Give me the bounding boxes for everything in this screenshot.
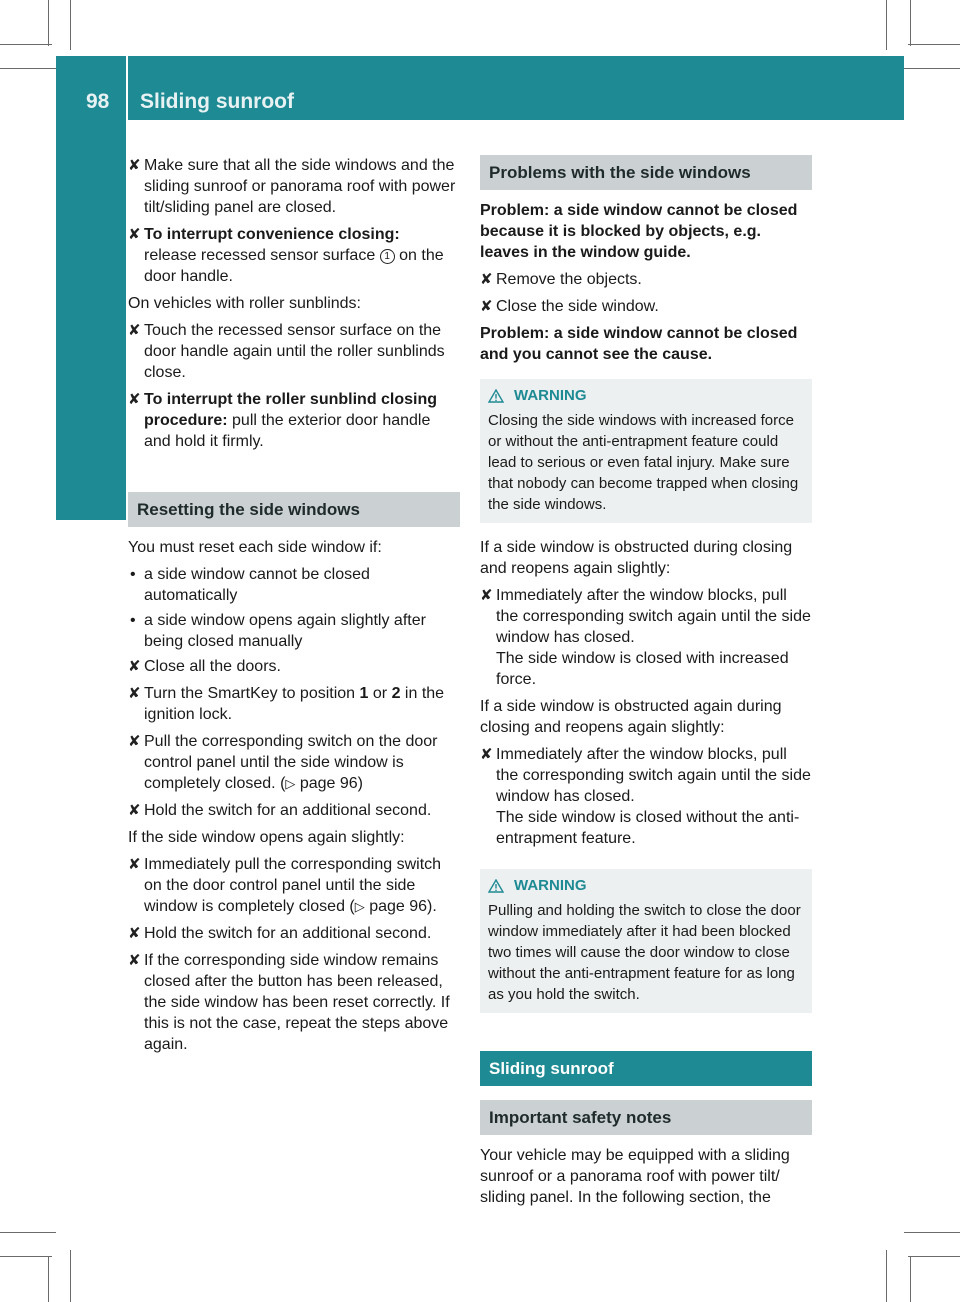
bullet-icon: • — [130, 612, 136, 629]
crop-mark — [48, 1256, 49, 1302]
header-divider — [126, 56, 128, 120]
warning-box — [480, 869, 812, 1013]
page-ref-icon: ▷ — [354, 899, 365, 914]
page-number: 98 — [86, 90, 110, 113]
paragraph: If a side window is obstructed again during closing and reopens again slightly: — [480, 698, 782, 736]
arrow-icon: ✘ — [480, 298, 493, 315]
step-text: Immediately pull the corresponding switch on the door control panel until the side window is completely closed ( — [144, 856, 442, 915]
warning-title: WARNING — [514, 877, 587, 894]
crop-mark — [0, 44, 52, 45]
bullet-text: a side window cannot be closed automatically — [144, 566, 370, 604]
arrow-icon: ✘ — [128, 157, 141, 174]
crop-mark — [910, 1256, 911, 1302]
step-text: pull the exterior door handle and hold it firmly. — [144, 412, 431, 450]
step-text: Hold the switch for an additional second. — [144, 802, 432, 819]
step-bold: To interrupt the roller sunblind closing procedure: — [144, 391, 438, 429]
arrow-icon: ✘ — [128, 733, 141, 750]
step-text: Make sure that all the side windows and the sliding sunroof or panorama roof with power tilt/sliding panel are closed. — [144, 157, 456, 216]
chapter-heading: Sliding sunroof — [480, 1051, 812, 1086]
crop-mark — [886, 1250, 887, 1302]
crop-mark — [908, 44, 960, 45]
step-item — [128, 320, 460, 383]
crop-mark — [904, 1232, 960, 1233]
crop-mark — [0, 1232, 56, 1233]
warning-triangle-icon — [488, 879, 504, 893]
arrow-icon: ✘ — [128, 952, 141, 969]
page-ref-icon: ▷ — [285, 776, 296, 791]
paragraph: Your vehicle may be equipped with a sliding sunroof or a panorama roof with power tilt/ sliding panel. In the following section, the — [480, 1147, 790, 1206]
crop-mark — [48, 0, 49, 46]
step-item — [480, 585, 812, 690]
warning-text: Closing the side windows with increased force or without the anti-entrapment feature could lead to serious or even fatal injury. Make sure that nobody can become trapped when closing the side windows. — [488, 412, 799, 513]
crop-mark — [0, 1256, 52, 1257]
bullet-item — [128, 610, 460, 652]
page-title: Sliding sunroof — [140, 90, 294, 113]
warning-title: WARNING — [514, 387, 587, 404]
step-item — [128, 800, 460, 821]
step-text: Hold the switch for an additional second. — [144, 925, 432, 942]
problem-statement: Problem: a side window cannot be closed and you cannot see the cause. — [480, 325, 798, 363]
arrow-icon: ✘ — [128, 322, 141, 339]
problem-statement: Problem: a side window cannot be closed because it is blocked by objects, e.g. leaves in the window guide. — [480, 202, 798, 261]
step-bold: To interrupt convenience closing: — [144, 226, 400, 243]
crop-mark — [910, 0, 911, 46]
arrow-icon: ✘ — [128, 925, 141, 942]
step-text: Pull the corresponding switch on the door control panel until the side window is completely closed. ( — [144, 733, 438, 792]
warning-header — [488, 875, 804, 896]
crop-mark — [908, 1256, 960, 1257]
bullet-item — [128, 564, 460, 606]
position-number: 1 — [359, 685, 369, 702]
crop-mark — [904, 68, 960, 69]
arrow-icon: ✘ — [128, 802, 141, 819]
step-result: The side window is closed with increased force. — [496, 650, 789, 688]
right-column — [480, 155, 812, 1214]
warning-text: Pulling and holding the switch to close the door window immediately after it had been blocked two times will cause the door window to close without the anti-entrapment feature for as long as you hold the switch. — [488, 902, 801, 1003]
step-item — [480, 744, 812, 849]
step-item — [128, 683, 460, 725]
position-number: 2 — [391, 685, 401, 702]
arrow-icon: ✘ — [480, 746, 493, 763]
bullet-icon: • — [130, 566, 136, 583]
paragraph: You must reset each side window if: — [128, 539, 382, 556]
step-item — [480, 269, 812, 290]
section-tab-label: Opening/closing — [100, 329, 126, 510]
crop-mark — [70, 1250, 71, 1302]
step-result: The side window is closed without the anti-entrapment feature. — [496, 809, 800, 847]
arrow-icon: ✘ — [128, 658, 141, 675]
step-text: Close the side window. — [496, 298, 659, 315]
warning-header — [488, 385, 804, 406]
page-header — [56, 56, 904, 120]
step-item — [480, 296, 812, 317]
arrow-icon: ✘ — [128, 685, 141, 702]
left-column — [128, 155, 460, 1061]
step-item — [128, 731, 460, 794]
section-heading: Problems with the side windows — [480, 155, 812, 190]
section-heading: Resetting the side windows — [128, 492, 460, 527]
step-text: Touch the recessed sensor surface on the door handle again until the roller sunblinds close. — [144, 322, 445, 381]
arrow-icon: ✘ — [480, 587, 493, 604]
crop-mark — [0, 68, 56, 69]
page-ref-link[interactable]: page 96). — [369, 898, 437, 915]
step-text: release recessed sensor surface — [144, 247, 376, 264]
step-text: in the ignition lock. — [144, 685, 445, 723]
arrow-icon: ✘ — [128, 856, 141, 873]
warning-triangle-icon — [488, 389, 504, 403]
page-ref-link[interactable]: page 96) — [299, 775, 364, 792]
step-item — [128, 923, 460, 944]
step-text: Immediately after the window blocks, pull the corresponding switch again until the side window has closed. — [496, 587, 811, 646]
step-text: or — [372, 685, 388, 702]
step-item — [128, 950, 460, 1055]
step-text: on the door handle. — [144, 247, 444, 285]
step-text: Remove the objects. — [496, 271, 642, 288]
paragraph: If a side window is obstructed during closing and reopens again slightly: — [480, 539, 793, 577]
arrow-icon: ✘ — [480, 271, 493, 288]
arrow-icon: ✘ — [128, 391, 141, 408]
crop-mark — [70, 0, 71, 50]
bullet-text: a side window opens again slightly after being closed manually — [144, 612, 426, 650]
warning-box — [480, 379, 812, 523]
step-item — [128, 155, 460, 218]
step-text: Turn the SmartKey to position — [144, 685, 356, 702]
paragraph: On vehicles with roller sunblinds: — [128, 295, 361, 312]
crop-mark — [886, 0, 887, 50]
step-item — [128, 224, 460, 287]
step-item — [128, 389, 460, 452]
paragraph: If the side window opens again slightly: — [128, 829, 405, 846]
step-text: Close all the doors. — [144, 658, 281, 675]
section-heading: Important safety notes — [480, 1100, 812, 1135]
arrow-icon: ✘ — [128, 226, 141, 243]
callout-number-icon: 1 — [380, 249, 395, 264]
step-item — [128, 854, 460, 917]
step-item — [128, 656, 460, 677]
step-text: If the corresponding side window remains closed after the button has been released, the side window has been reset correctly. If this is not the case, repeat the steps above again. — [144, 952, 450, 1053]
step-text: Immediately after the window blocks, pull the corresponding switch again until the side window has closed. — [496, 746, 811, 805]
